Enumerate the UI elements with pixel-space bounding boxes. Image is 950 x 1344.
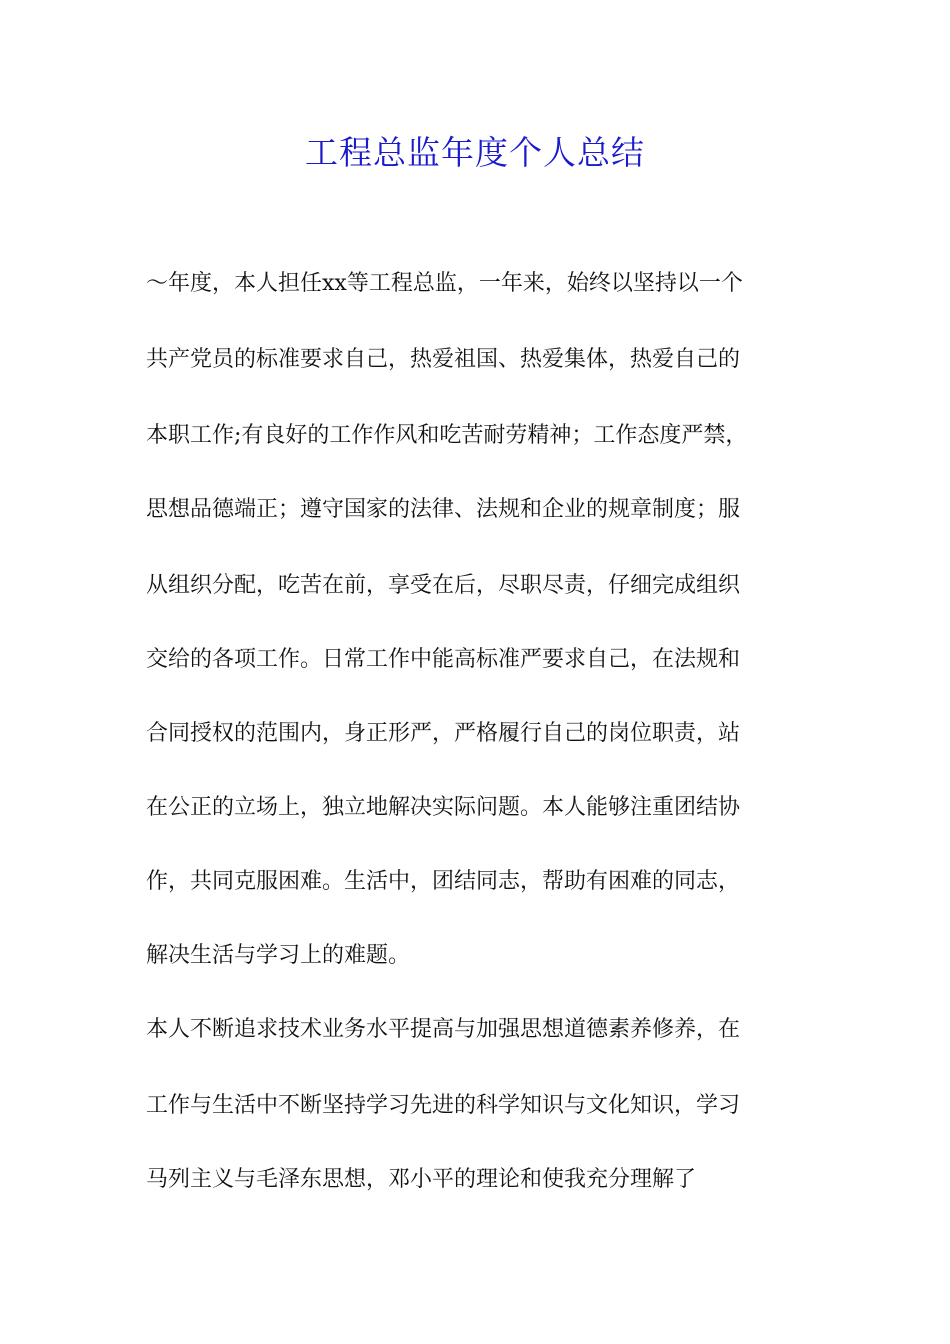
text-line: 本人不断追求技术业务水平提高与加强思想道德素养修养，在	[146, 1017, 741, 1042]
text-line: 思想品德端正；遵守国家的法律、法规和企业的规章制度；服	[146, 497, 741, 522]
text-line: 交给的各项工作。日常工作中能高标准严要求自己，在法规和	[146, 647, 741, 672]
text-line: 马列主义与毛泽东思想，邓小平的理论和使我充分理解了	[146, 1167, 697, 1192]
text-line: 作，共同克服困难。生活中，团结同志，帮助有困难的同志，	[146, 869, 741, 894]
text-line: ～年度，本人担任xx等工程总监，一年来，始终以坚持以一个	[146, 271, 743, 296]
text-line: 合同授权的范围内，身正形严，严格履行自己的岗位职责，站	[146, 721, 741, 746]
text-line: 本职工作;有良好的工作作风和吃苦耐劳精神；工作态度严禁，	[146, 423, 748, 448]
text-line: 工作与生活中不断坚持学习先进的科学知识与文化知识，学习	[146, 1093, 741, 1118]
document-title: 工程总监年度个人总结	[305, 133, 645, 172]
text-line: 从组织分配，吃苦在前，享受在后，尽职尽责，仔细完成组织	[146, 573, 741, 598]
text-line: 在公正的立场上，独立地解决实际问题。本人能够注重团结协	[146, 795, 741, 820]
text-line: 解决生活与学习上的难题。	[146, 943, 411, 968]
text-line: 共产党员的标准要求自己，热爱祖国、热爱集体，热爱自己的	[146, 347, 741, 372]
